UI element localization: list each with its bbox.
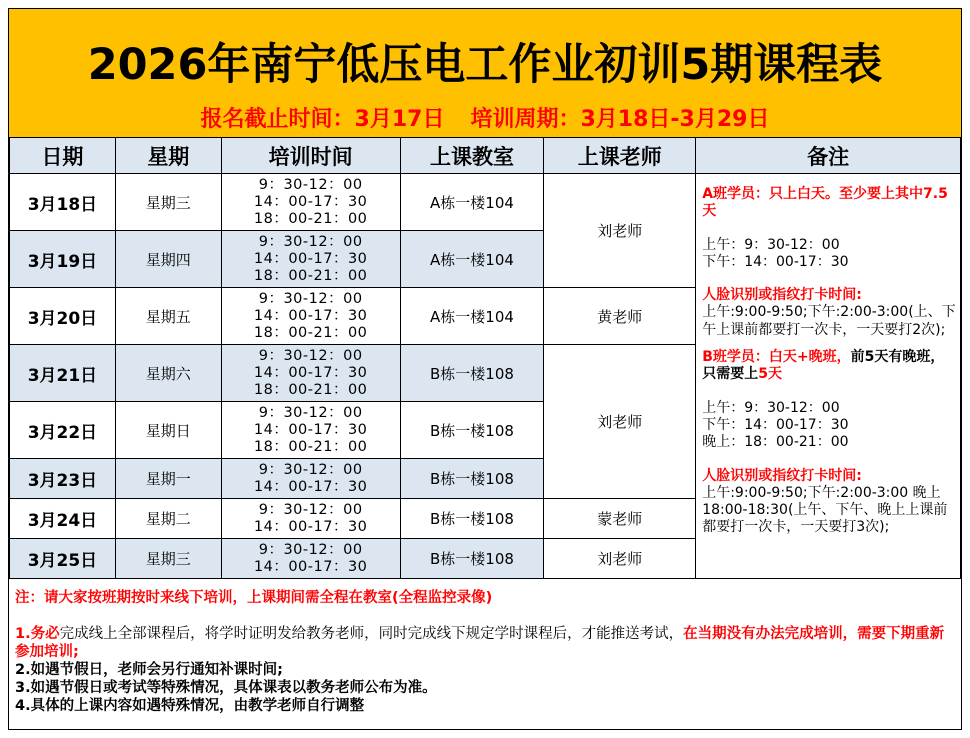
weekday-cell: 星期五 xyxy=(115,288,221,345)
class-a-title: A班学员：只上白天。至少要上其中 xyxy=(702,186,924,202)
class-a-days: 7.5天 xyxy=(702,186,948,220)
class-b-punch-title: 人脸识别或指纹打卡时间: xyxy=(702,467,862,484)
time-cell xyxy=(221,345,400,402)
time-cell xyxy=(221,402,400,459)
class-b-am: 上午：9：30-12：00 xyxy=(702,399,840,416)
time-slot: 18：00-21：00 xyxy=(253,267,368,284)
date-cell: 3月25日 xyxy=(10,539,116,579)
room-cell: B栋一楼108 xyxy=(400,402,544,459)
footer-notice: 注：请大家按班期按时来线下培训，上课期间需全程在教室(全程监控录像) xyxy=(15,590,493,606)
footer-item-1-red: 在当期没有办法完成培训，需要下期重新参加培训; xyxy=(15,626,945,660)
class-a-punch-title: 人脸识别或指纹打卡时间: xyxy=(702,287,862,304)
time-cell xyxy=(221,539,400,579)
weekday-cell: 星期日 xyxy=(115,402,221,459)
footer-item-1 xyxy=(15,625,955,661)
schedule-sheet xyxy=(8,8,962,730)
class-b-title: B班学员：白天+晚班， xyxy=(702,349,851,366)
time-slot: 9：30-12：00 xyxy=(258,347,363,364)
page-subtitle xyxy=(9,105,961,135)
col-header-date: 日期 xyxy=(10,138,116,174)
col-header-room: 上课教室 xyxy=(400,138,544,174)
room-cell: A栋一楼104 xyxy=(400,174,544,231)
time-slot: 9：30-12：00 xyxy=(258,541,363,558)
time-slot: 9：30-12：00 xyxy=(258,290,363,307)
date-cell: 3月21日 xyxy=(10,345,116,402)
room-cell: A栋一楼104 xyxy=(400,288,544,345)
weekday-cell: 星期一 xyxy=(115,459,221,499)
class-a-punch-text: 上午:9:00-9:50;下午:2:00-3:00(上、下午上课前都要打一次卡，一天要打2次); xyxy=(702,304,956,338)
time-slot: 9：30-12：00 xyxy=(258,176,363,193)
room-cell: B栋一楼108 xyxy=(400,345,544,402)
footer-item-1-prefix: 1.务必 xyxy=(15,626,60,642)
footer-item-3: 3.如遇节假日或考试等特殊情况，具体课表以教务老师公布为准。 xyxy=(15,680,437,696)
teacher-cell: 刘老师 xyxy=(544,174,696,288)
class-b-title-rest: 前5天有晚班，只需要上 xyxy=(702,349,945,383)
time-slot: 18：00-21：00 xyxy=(253,438,368,455)
weekday-cell: 星期三 xyxy=(115,539,221,579)
class-b-punch-text: 上午:9:00-9:50;下午:2:00-3:00 晚上18:00-18:30(上午、下午、晚上上课前都要打一次卡，一天要打3次); xyxy=(702,484,948,536)
time-slot: 9：30-12：00 xyxy=(258,233,363,250)
time-slot: 14：00-17：30 xyxy=(253,478,368,495)
footer-notes xyxy=(9,585,961,730)
weekday-cell: 星期四 xyxy=(115,231,221,288)
weekday-cell: 星期二 xyxy=(115,499,221,539)
time-slot: 14：00-17：30 xyxy=(253,307,368,324)
teacher-cell: 黄老师 xyxy=(544,288,696,345)
schedule-table xyxy=(9,137,961,579)
room-cell: B栋一楼108 xyxy=(400,459,544,499)
footer-item-4: 4.具体的上课内容如遇特殊情况，由教学老师自行调整 xyxy=(15,698,365,714)
time-cell xyxy=(221,459,400,499)
time-slot: 18：00-21：00 xyxy=(253,381,368,398)
time-slot: 18：00-21：00 xyxy=(253,210,368,227)
col-header-notes: 备注 xyxy=(696,138,961,174)
time-cell xyxy=(221,231,400,288)
class-a-pm: 下午：14：00-17：30 xyxy=(702,253,849,270)
notes-cell xyxy=(696,174,961,579)
date-cell: 3月18日 xyxy=(10,174,116,231)
time-slot: 14：00-17：30 xyxy=(253,193,368,210)
registration-deadline: 报名截止时间：3月17日 xyxy=(200,107,445,132)
weekday-cell: 星期三 xyxy=(115,174,221,231)
weekday-cell: 星期六 xyxy=(115,345,221,402)
table-row xyxy=(10,174,961,231)
date-cell: 3月20日 xyxy=(10,288,116,345)
col-header-teacher: 上课老师 xyxy=(544,138,696,174)
time-slot: 9：30-12：00 xyxy=(258,404,363,421)
date-cell: 3月24日 xyxy=(10,499,116,539)
class-a-am: 上午：9：30-12：00 xyxy=(702,236,840,253)
page-title: 2026年南宁低压电工作业初训5期课程表 xyxy=(87,40,883,90)
time-cell xyxy=(221,288,400,345)
time-slot: 9：30-12：00 xyxy=(258,501,363,518)
teacher-cell: 刘老师 xyxy=(544,539,696,579)
date-cell: 3月22日 xyxy=(10,402,116,459)
teacher-cell: 蒙老师 xyxy=(544,499,696,539)
time-slot: 14：00-17：30 xyxy=(253,421,368,438)
class-b-eve: 晚上：18：00-21：00 xyxy=(702,434,849,451)
time-slot: 14：00-17：30 xyxy=(253,518,368,535)
teacher-cell: 刘老师 xyxy=(544,345,696,499)
col-header-time: 培训时间 xyxy=(221,138,400,174)
room-cell: A栋一楼104 xyxy=(400,231,544,288)
time-slot: 14：00-17：30 xyxy=(253,364,368,381)
time-slot: 14：00-17：30 xyxy=(253,558,368,575)
time-slot: 18：00-21：00 xyxy=(253,324,368,341)
training-period: 培训周期：3月18日-3月29日 xyxy=(470,107,770,132)
class-b-days: 5天 xyxy=(758,366,782,383)
col-header-weekday: 星期 xyxy=(115,138,221,174)
time-slot: 14：00-17：30 xyxy=(253,250,368,267)
time-slot: 9：30-12：00 xyxy=(258,461,363,478)
room-cell: B栋一楼108 xyxy=(400,539,544,579)
table-header-row xyxy=(10,138,961,174)
footer-item-2: 2.如遇节假日，老师会另行通知补课时间; xyxy=(15,662,283,678)
date-cell: 3月19日 xyxy=(10,231,116,288)
header-banner xyxy=(9,9,961,137)
room-cell: B栋一楼108 xyxy=(400,499,544,539)
time-cell xyxy=(221,499,400,539)
footer-item-1-text: 完成线上全部课程后，将学时证明发给教务老师，同时完成线下规定学时课程后，才能推送考试， xyxy=(59,626,684,642)
date-cell: 3月23日 xyxy=(10,459,116,499)
time-cell xyxy=(221,174,400,231)
class-b-pm: 下午：14：00-17：30 xyxy=(702,416,849,433)
